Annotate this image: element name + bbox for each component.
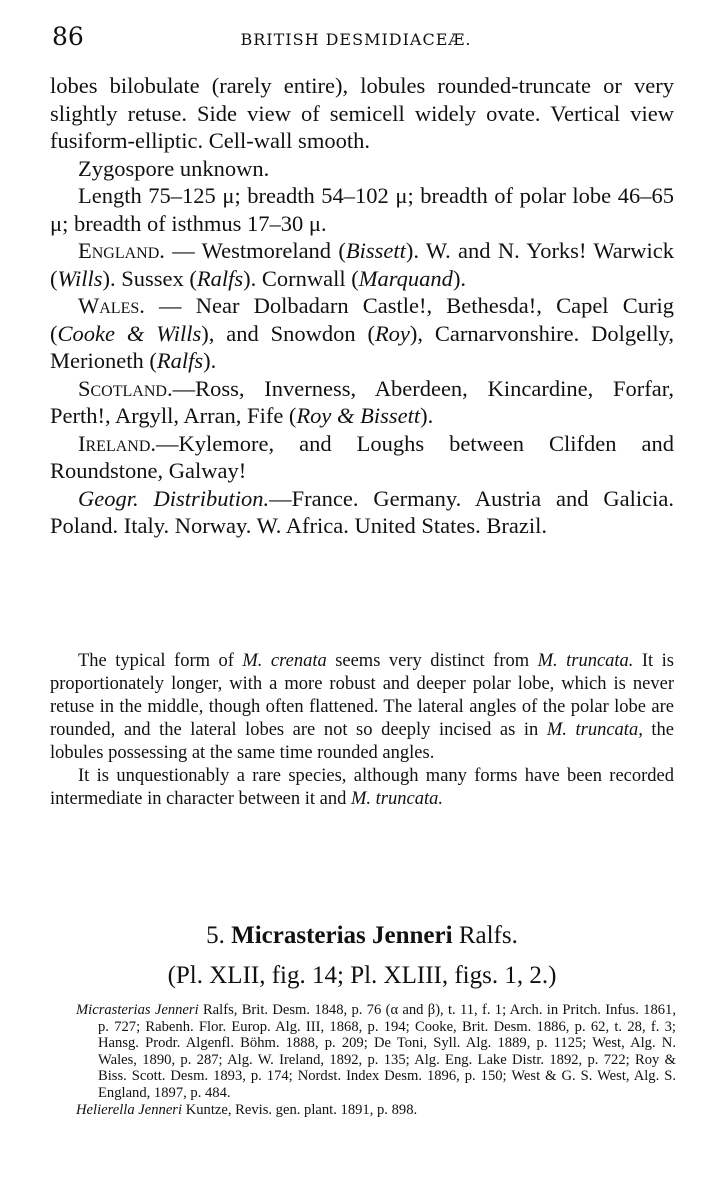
ireland-paragraph: Ireland.—Kylemore, and Loughs between Clifden and Roundstone, Galway! bbox=[50, 430, 674, 483]
england-paragraph: England. — Westmoreland (Bissett). W. and N. Yorks! Warwick (Wills). Sussex (Ralfs). Cornwall (Marquand). bbox=[50, 238, 675, 291]
note-paragraph: It is unquestionably a rare species, although many forms have been recorded intermediate in character between it and M. truncata. bbox=[50, 766, 674, 809]
page-number: 86 bbox=[52, 22, 84, 51]
description-paragraph: lobes bilobulate (rarely entire), lobules rounded-truncate or very slightly retuse. Side view of semicell widely ovate. Vertical view fusiform-elliptic. Cell-wall smooth. bbox=[50, 73, 674, 153]
wales-paragraph: Wales. — Near Dolbadarn Castle!, Bethesda!, Capel Curig (Cooke & Wills), and Snowdon (Roy), Carnarvonshire. Dolgelly, Merioneth (Ralfs). bbox=[50, 293, 674, 373]
reference-entry: Micrasterias Jenneri Ralfs, Brit. Desm. 1848, p. 76 (α and β), t. 11, f. 1; Arch. in Pritch. Infus. 1861, p. 727; Rabenh. Flor. Europ. Alg. III, 1868, p. 194; Cooke, Brit. Desm. 1886, p. 62, t. 28, f. 3; Hansg. Prodr. Algenfl. Böhm. 1888, p. 209; De Toni, Syll. Alg. 1889, p. 1125; West, Alg. N. Wales, 1890, p. 287; Alg. W. Ireland, 1892, p. 135; Alg. Eng. Lake Distr. 1892, p. 722; Roy & Biss. Scott. Desm. 1893, p. 174; Nordst. Index Desm. 1896, p. 150; West & G. S. West, Alg. S. England, 1897, p. 484. bbox=[76, 1002, 676, 1101]
wales-label: Wales. bbox=[78, 293, 145, 318]
species-description bbox=[50, 72, 674, 540]
species-number: 5. bbox=[206, 922, 225, 949]
running-title: BRITISH DESMIDIACEÆ. bbox=[240, 30, 472, 49]
scotland-label: Scotland. bbox=[78, 375, 173, 401]
plate-reference: (Pl. XLII, fig. 14; Pl. XLIII, figs. 1, 2.) bbox=[167, 962, 557, 989]
england-label: England. bbox=[78, 238, 165, 263]
scotland-paragraph: Scotland.—Ross, Inverness, Aberdeen, Kincardine, Forfar, Perth!, Argyll, Arran, Fife (Roy & Bissett). bbox=[50, 375, 674, 428]
species-author: Ralfs. bbox=[458, 922, 518, 949]
species-heading bbox=[50, 922, 674, 950]
page-header bbox=[50, 22, 662, 56]
distribution-paragraph: Geogr. Distribution.—France. Germany. Austria and Galicia. Poland. Italy. Norway. W. Africa. United States. Brazil. bbox=[50, 485, 674, 538]
species-name: Micrasterias Jenneri bbox=[231, 922, 453, 949]
ireland-label: Ireland. bbox=[78, 430, 157, 456]
synonymy-references bbox=[76, 1002, 676, 1118]
commentary bbox=[50, 650, 674, 811]
distribution-label: Geogr. Distribution. bbox=[78, 485, 270, 511]
dimensions-paragraph: Length 75–125 μ; breadth 54–102 μ; breadth of polar lobe 46–65 μ; breadth of isthmus 17–30 μ. bbox=[50, 183, 674, 236]
note-paragraph: The typical form of M. crenata seems very distinct from M. truncata. It is proportionately longer, with a more robust and deeper polar lobe, which is never retuse in the middle, though often flattened. The lateral angles of the polar lobe are rounded, and the lateral lobes are not so deeply incised as in M. truncata, the lobules possessing at the same time rounded angles. bbox=[50, 651, 675, 763]
zygospore-paragraph: Zygospore unknown. bbox=[78, 155, 270, 181]
reference-entry: Helierella Jenneri Kuntze, Revis. gen. plant. 1891, p. 898. bbox=[76, 1101, 418, 1118]
